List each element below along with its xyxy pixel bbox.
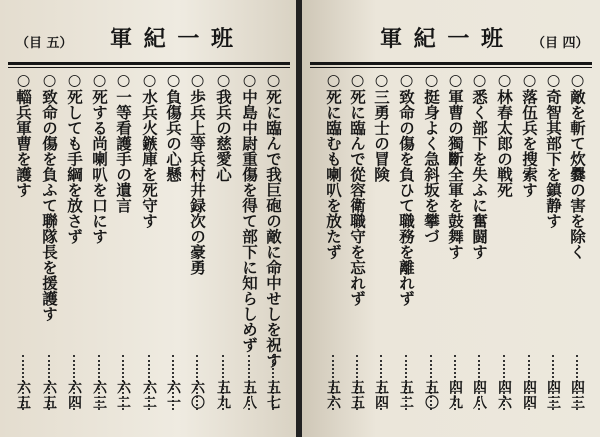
toc-entry-page: 四三 — [545, 380, 561, 410]
toc-entry — [12, 70, 34, 432]
toc-entry-title: 歩兵上等兵村井録次の豪勇 — [188, 89, 207, 275]
toc-entry-page: 五二 — [398, 380, 414, 410]
toc-entry-title: 中島中尉重傷を得て部下に知らしめず — [240, 89, 259, 353]
toc-entry — [518, 70, 540, 432]
circle-bullet-icon: ○ — [470, 70, 489, 89]
circle-bullet-icon: ○ — [520, 70, 539, 89]
toc-entry — [112, 70, 134, 432]
left-page-number: （目 五） — [16, 36, 73, 51]
toc-entry-title: 我兵の慈愛心 — [214, 89, 233, 182]
toc-entry-title: 林春太郎の戦死 — [495, 89, 514, 198]
toc-entry — [468, 70, 490, 432]
toc-entry — [420, 70, 442, 432]
toc-entry-page: 六二 — [141, 380, 157, 410]
toc-entry-page: 六三 — [91, 380, 107, 410]
toc-entry-title: 奇智其部下を鎮静す — [544, 89, 563, 229]
toc-entry-page: 六五 — [15, 380, 31, 410]
circle-bullet-icon: ○ — [372, 70, 391, 89]
toc-entry-page: 四三 — [569, 380, 585, 410]
toc-entry — [493, 70, 515, 432]
circle-bullet-icon: ○ — [140, 70, 159, 89]
toc-entry-title: 輜兵軍曹を護す — [14, 89, 33, 198]
toc-entry — [566, 70, 588, 432]
circle-bullet-icon: ○ — [422, 70, 441, 89]
toc-entry-page: 五五 — [349, 380, 365, 410]
toc-entry-title: 水兵火鏃庫を死守す — [140, 89, 159, 229]
circle-bullet-icon: ○ — [397, 70, 416, 89]
circle-bullet-icon: ○ — [14, 70, 33, 89]
circle-bullet-icon: ○ — [240, 70, 259, 89]
circle-bullet-icon: ○ — [264, 70, 283, 89]
toc-entry-title: 死する尚喇叭を口にす — [90, 89, 109, 244]
toc-entry-title: 死に臨んで我巨砲の敵に命中せしを祝す — [264, 89, 283, 368]
toc-entry-page: 四九 — [447, 380, 463, 410]
circle-bullet-icon: ○ — [114, 70, 133, 89]
toc-entry — [370, 70, 392, 432]
left-page — [0, 0, 298, 437]
left-header-rule-thin — [8, 67, 290, 68]
toc-entry — [346, 70, 368, 432]
left-header — [10, 18, 290, 60]
toc-entry-page: 六二 — [115, 380, 131, 410]
toc-entry-title: 悉く部下を失ふに奮闘す — [470, 89, 489, 260]
toc-entry-title: 致命の傷を負ひて職務を離れず — [397, 89, 416, 306]
toc-entry-title: 死しても手綱を放さず — [65, 89, 84, 244]
toc-entry-page: 五六 — [325, 380, 341, 410]
toc-entry-page: 五四 — [373, 380, 389, 410]
left-header-rule — [8, 62, 290, 65]
toc-entry — [212, 70, 234, 432]
toc-entry-page: 五〇 — [423, 380, 439, 410]
toc-entry-page: 四八 — [471, 380, 487, 410]
circle-bullet-icon: ○ — [324, 70, 343, 89]
toc-entry-page: 四四 — [521, 380, 537, 410]
toc-entry-title: 死に臨んで從容衛職守を忘れず — [348, 89, 367, 306]
circle-bullet-icon: ○ — [65, 70, 84, 89]
circle-bullet-icon: ○ — [188, 70, 207, 89]
circle-bullet-icon: ○ — [214, 70, 233, 89]
right-running-title: 軍 紀 一 班 — [380, 26, 505, 52]
circle-bullet-icon: ○ — [544, 70, 563, 89]
toc-entry — [186, 70, 208, 432]
toc-entry — [63, 70, 85, 432]
toc-entry-page: 五九 — [215, 380, 231, 410]
toc-entry-page: 六五 — [41, 380, 57, 410]
toc-entry — [238, 70, 260, 432]
toc-entry-title: 落伍兵を搜索す — [520, 89, 539, 198]
circle-bullet-icon: ○ — [164, 70, 183, 89]
right-page — [302, 0, 600, 437]
toc-entry — [542, 70, 564, 432]
toc-entry — [444, 70, 466, 432]
toc-entry — [38, 70, 60, 432]
toc-entry — [88, 70, 110, 432]
toc-entry-title: 敵を斬て炊爨の害を除く — [568, 89, 587, 260]
toc-entry-page: 六一 — [165, 380, 181, 410]
right-header — [310, 18, 592, 60]
toc-entry — [138, 70, 160, 432]
toc-entry-title: 三勇士の冒険 — [372, 89, 391, 182]
toc-entry — [322, 70, 344, 432]
left-running-title: 軍 紀 一 班 — [110, 26, 235, 52]
toc-entry-page: 六四 — [66, 380, 82, 410]
toc-entry-page: 六〇 — [189, 380, 205, 410]
right-page-number: （目 四） — [532, 36, 589, 51]
circle-bullet-icon: ○ — [495, 70, 514, 89]
toc-entry-title: 負傷兵の心懸 — [164, 89, 183, 182]
circle-bullet-icon: ○ — [90, 70, 109, 89]
toc-entry — [162, 70, 184, 432]
toc-entry — [262, 70, 284, 432]
toc-entry — [395, 70, 417, 432]
toc-entry-page: 四六 — [496, 380, 512, 410]
toc-entry-page: 五七 — [265, 380, 281, 410]
right-header-rule — [310, 62, 592, 65]
toc-entry-title: 一等看護手の遺言 — [114, 89, 133, 213]
toc-entry-title: 致命の傷を負ふて聯隊長を援護す — [40, 89, 59, 322]
toc-entry-page: 五八 — [241, 380, 257, 410]
circle-bullet-icon: ○ — [446, 70, 465, 89]
circle-bullet-icon: ○ — [348, 70, 367, 89]
toc-entry-title: 死に臨むも喇叭を放たず — [324, 89, 343, 260]
right-header-rule-thin — [310, 67, 592, 68]
toc-entry-title: 軍曹の獨斷全軍を鼓舞す — [446, 89, 465, 260]
circle-bullet-icon: ○ — [568, 70, 587, 89]
toc-entry-title: 挺身よく急斜坂を攀づ — [422, 89, 441, 244]
circle-bullet-icon: ○ — [40, 70, 59, 89]
